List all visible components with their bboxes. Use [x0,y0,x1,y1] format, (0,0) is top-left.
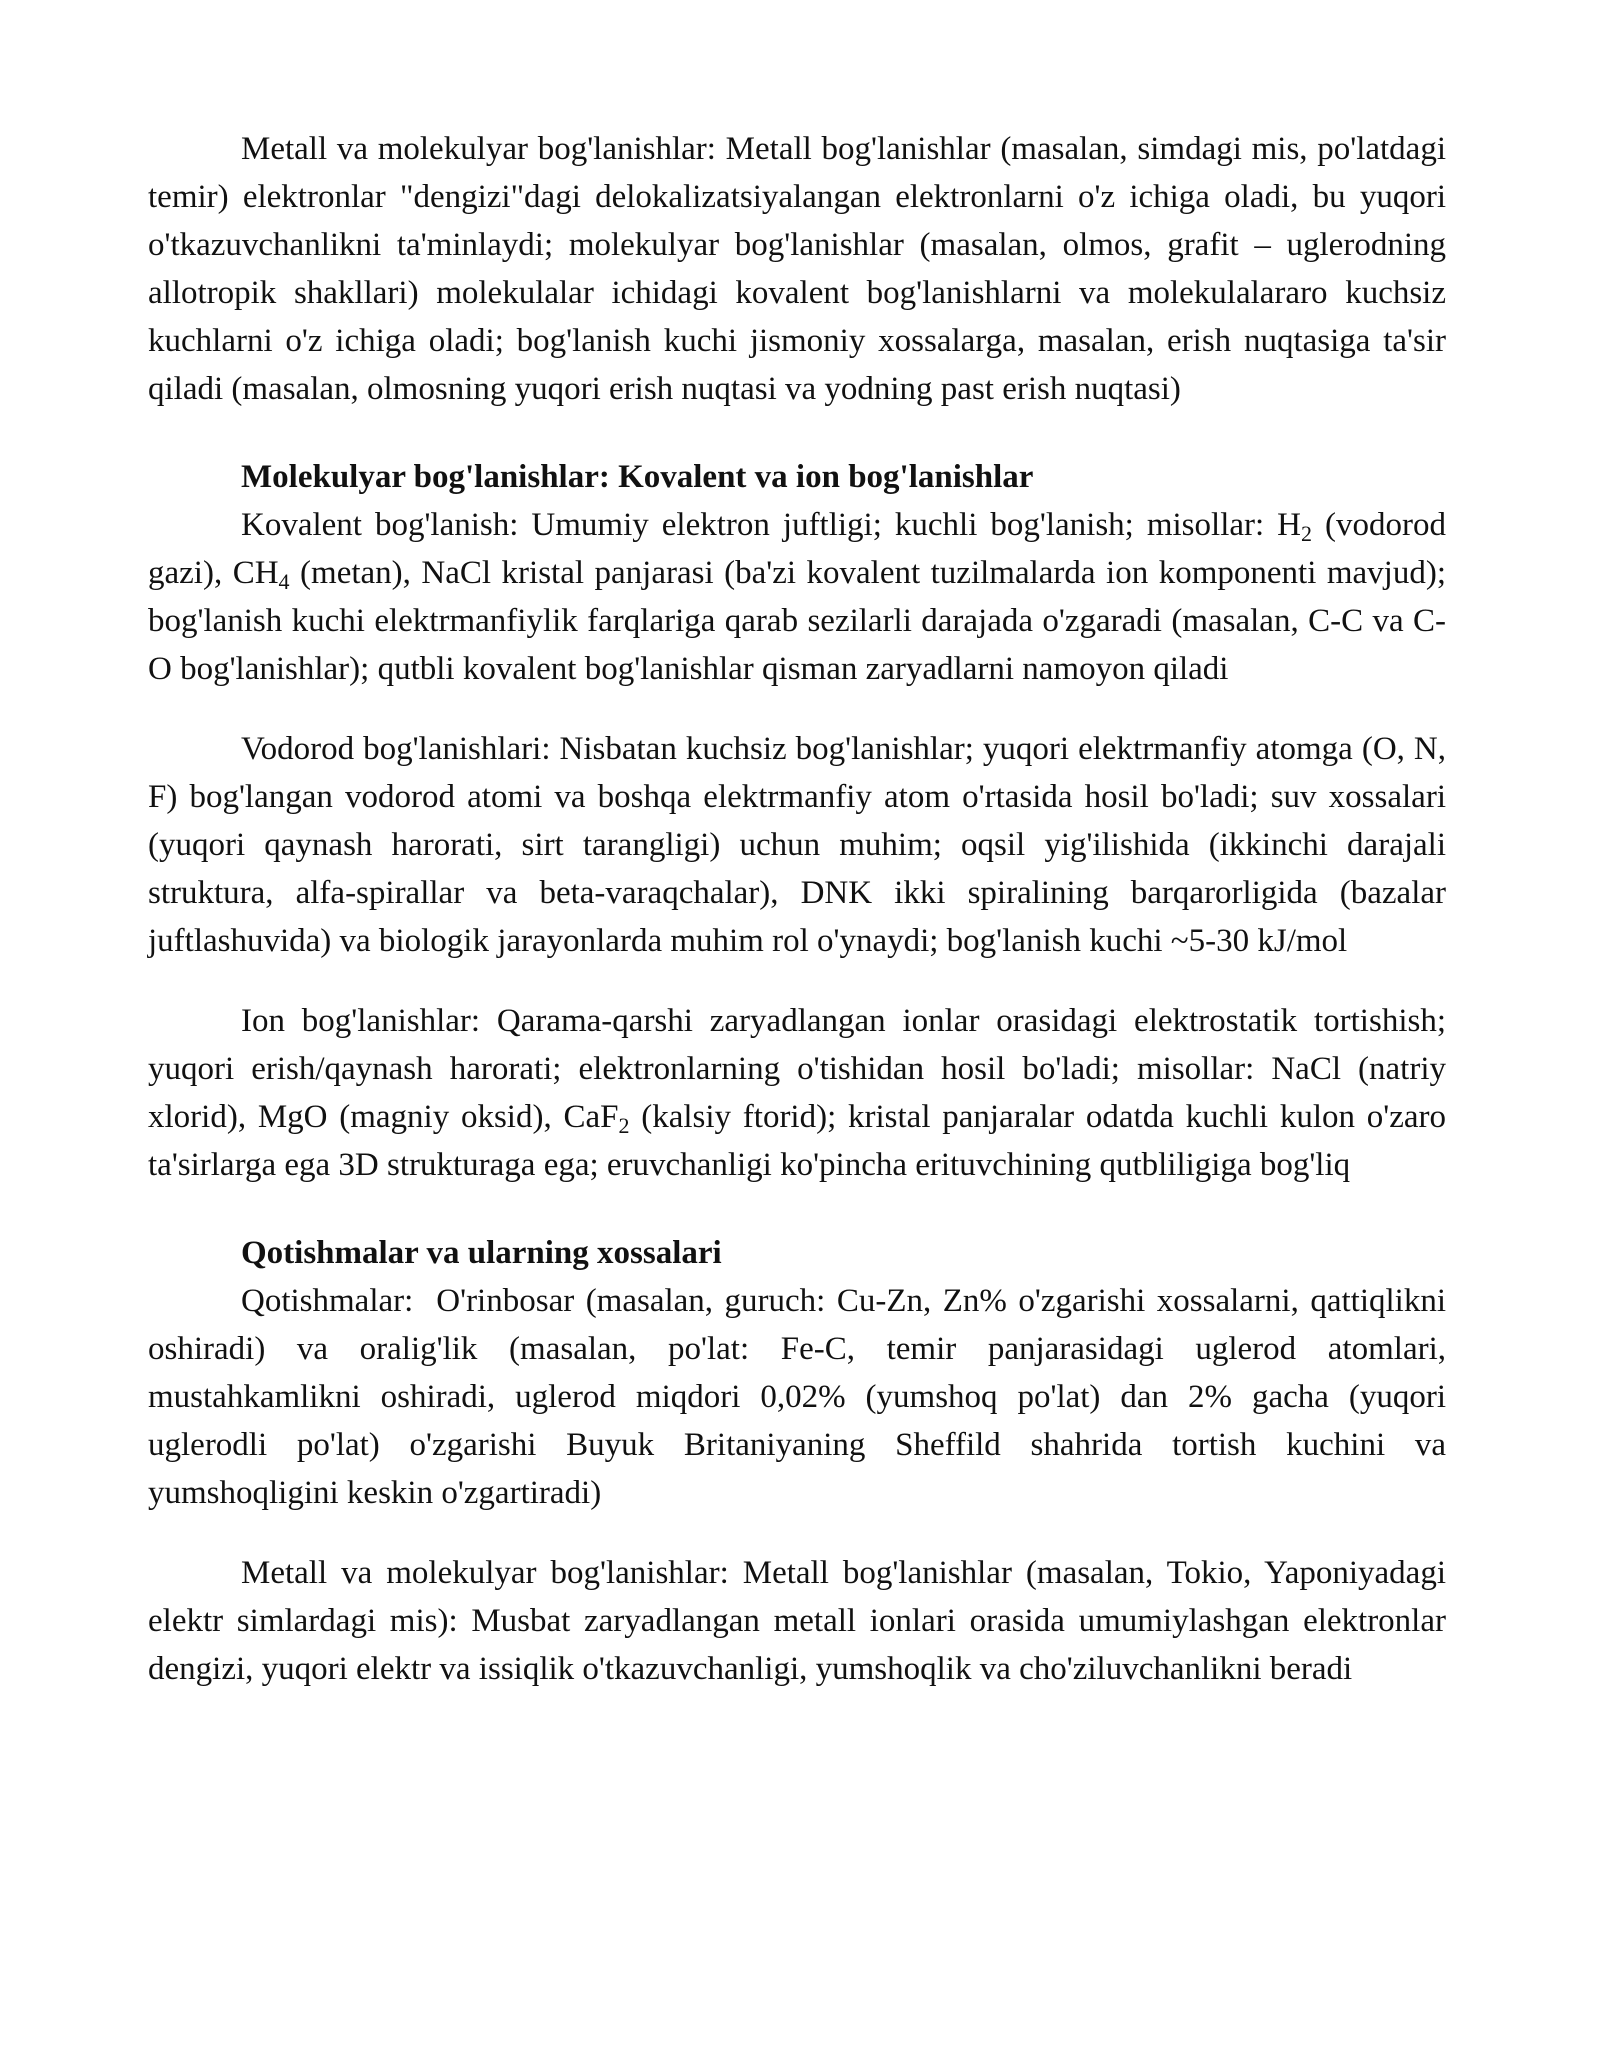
heading-alloys: Qotishmalar va ularning xossalari [241,1235,722,1271]
subscript: 4 [278,569,290,594]
paragraph-ionic-bonds [148,997,1446,1189]
text-segment: (metan), NaCl kristal panjarasi (ba'zi kovalent tuzilmalarda ion komponenti mavjud); bog'lanish kuchi elektrmanfiylik farqlariga qarab sezilarli darajada o'zgaradi (masalan, C-C va C-O bog'lanishlar); qutbli kovalent bog'lanishlar qisman zaryadlarni namoyon qiladi [148,555,1446,687]
paragraph-metallic-molecular-bonds: Metall va molekulyar bog'lanishlar: Metall bog'lanishlar (masalan, simdagi mis, po'latdagi temir) elektronlar "dengizi"dagi delokalizatsiyalangan elektronlarni o'z ichiga oladi, bu yuqori o'tkazuvchanlikni ta'minlaydi; molekulyar bog'lanishlar (masalan, olmos, grafit – uglerodning allotropik shakllari) molekulalar ichidagi kovalent bog'lanishlarni va molekulalararo kuchsiz kuchlarni o'z ichiga oladi; bog'lanish kuchi jismoniy xossalarga, masalan, erish nuqtasiga ta'sir qiladi (masalan, olmosning yuqori erish nuqtasi va yodning past erish nuqtasi) [148,131,1446,407]
document-page [148,125,1455,1693]
text-segment: Ion bog'lanishlar: Qarama-qarshi zaryadlangan ionlar orasidagi elektrostatik tortishish; yuqori erish/qaynash harorati; elektronlarning o'tishidan hosil bo'ladi; misollar: NaCl (natriy xlorid), MgO (magniy oksid), CaF [148,1003,1446,1135]
text-segment: (vodorod gazi), CH [148,507,1447,591]
text-segment: Kovalent bog'lanish: Umumiy elektron juftligi; kuchli bog'lanish; misollar: H [241,507,1302,543]
heading-molecular-bonds: Molekulyar bog'lanishlar: Kovalent va ion bog'lanishlar [241,459,1034,495]
text-segment: (kalsiy ftorid); kristal panjaralar odatda kuchli kulon o'zaro ta'sirlarga ega 3D strukturaga ega; eruvchanligi ko'pincha erituvchining qutbliligiga bog'liq [148,1099,1446,1183]
subscript: 2 [618,1113,630,1138]
paragraph-hydrogen-bonds: Vodorod bog'lanishlari: Nisbatan kuchsiz bog'lanishlar; yuqori elektrmanfiy atomga (O, N, F) bog'langan vodorod atomi va boshqa elektrmanfiy atom o'rtasida hosil bo'ladi; suv xossalari (yuqori qaynash harorati, sirt tarangligi) uchun muhim; oqsil yig'ilishida (ikkinchi darajali struktura, alfa-spirallar va beta-varaqchalar), DNK ikki spiralining barqarorligida (bazalar juftlashuvida) va biologik jarayonlarda muhim rol o'ynaydi; bog'lanish kuchi ~5-30 kJ/mol [148,731,1446,959]
paragraph-alloys: Qotishmalar: O'rinbosar (masalan, guruch: Cu-Zn, Zn% o'zgarishi xossalarni, qattiqlikni oshiradi) va oralig'lik (masalan, po'lat: Fe-C, temir panjarasidagi uglerod atomlari, mustahkamlikni oshiradi, uglerod miqdori 0,02% (yumshoq po'lat) dan 2% gacha (yuqori uglerodli po'lat) o'zgarishi Buyuk Britaniyaning Sheffild shahrida tortish kuchini va yumshoqligini keskin o'zgartiradi) [148,1283,1455,1511]
paragraph-covalent-bond [148,501,1446,693]
subscript: 2 [1301,521,1313,546]
paragraph-metallic-bonds-tokyo: Metall va molekulyar bog'lanishlar: Metall bog'lanishlar (masalan, Tokio, Yaponiyadagi elektr simlardagi mis): Musbat zaryadlangan metall ionlari orasida umumiylashgan elektronlar dengizi, yuqori elektr va issiqlik o'tkazuvchanligi, yumshoqlik va cho'ziluvchanlikni beradi [148,1555,1446,1687]
